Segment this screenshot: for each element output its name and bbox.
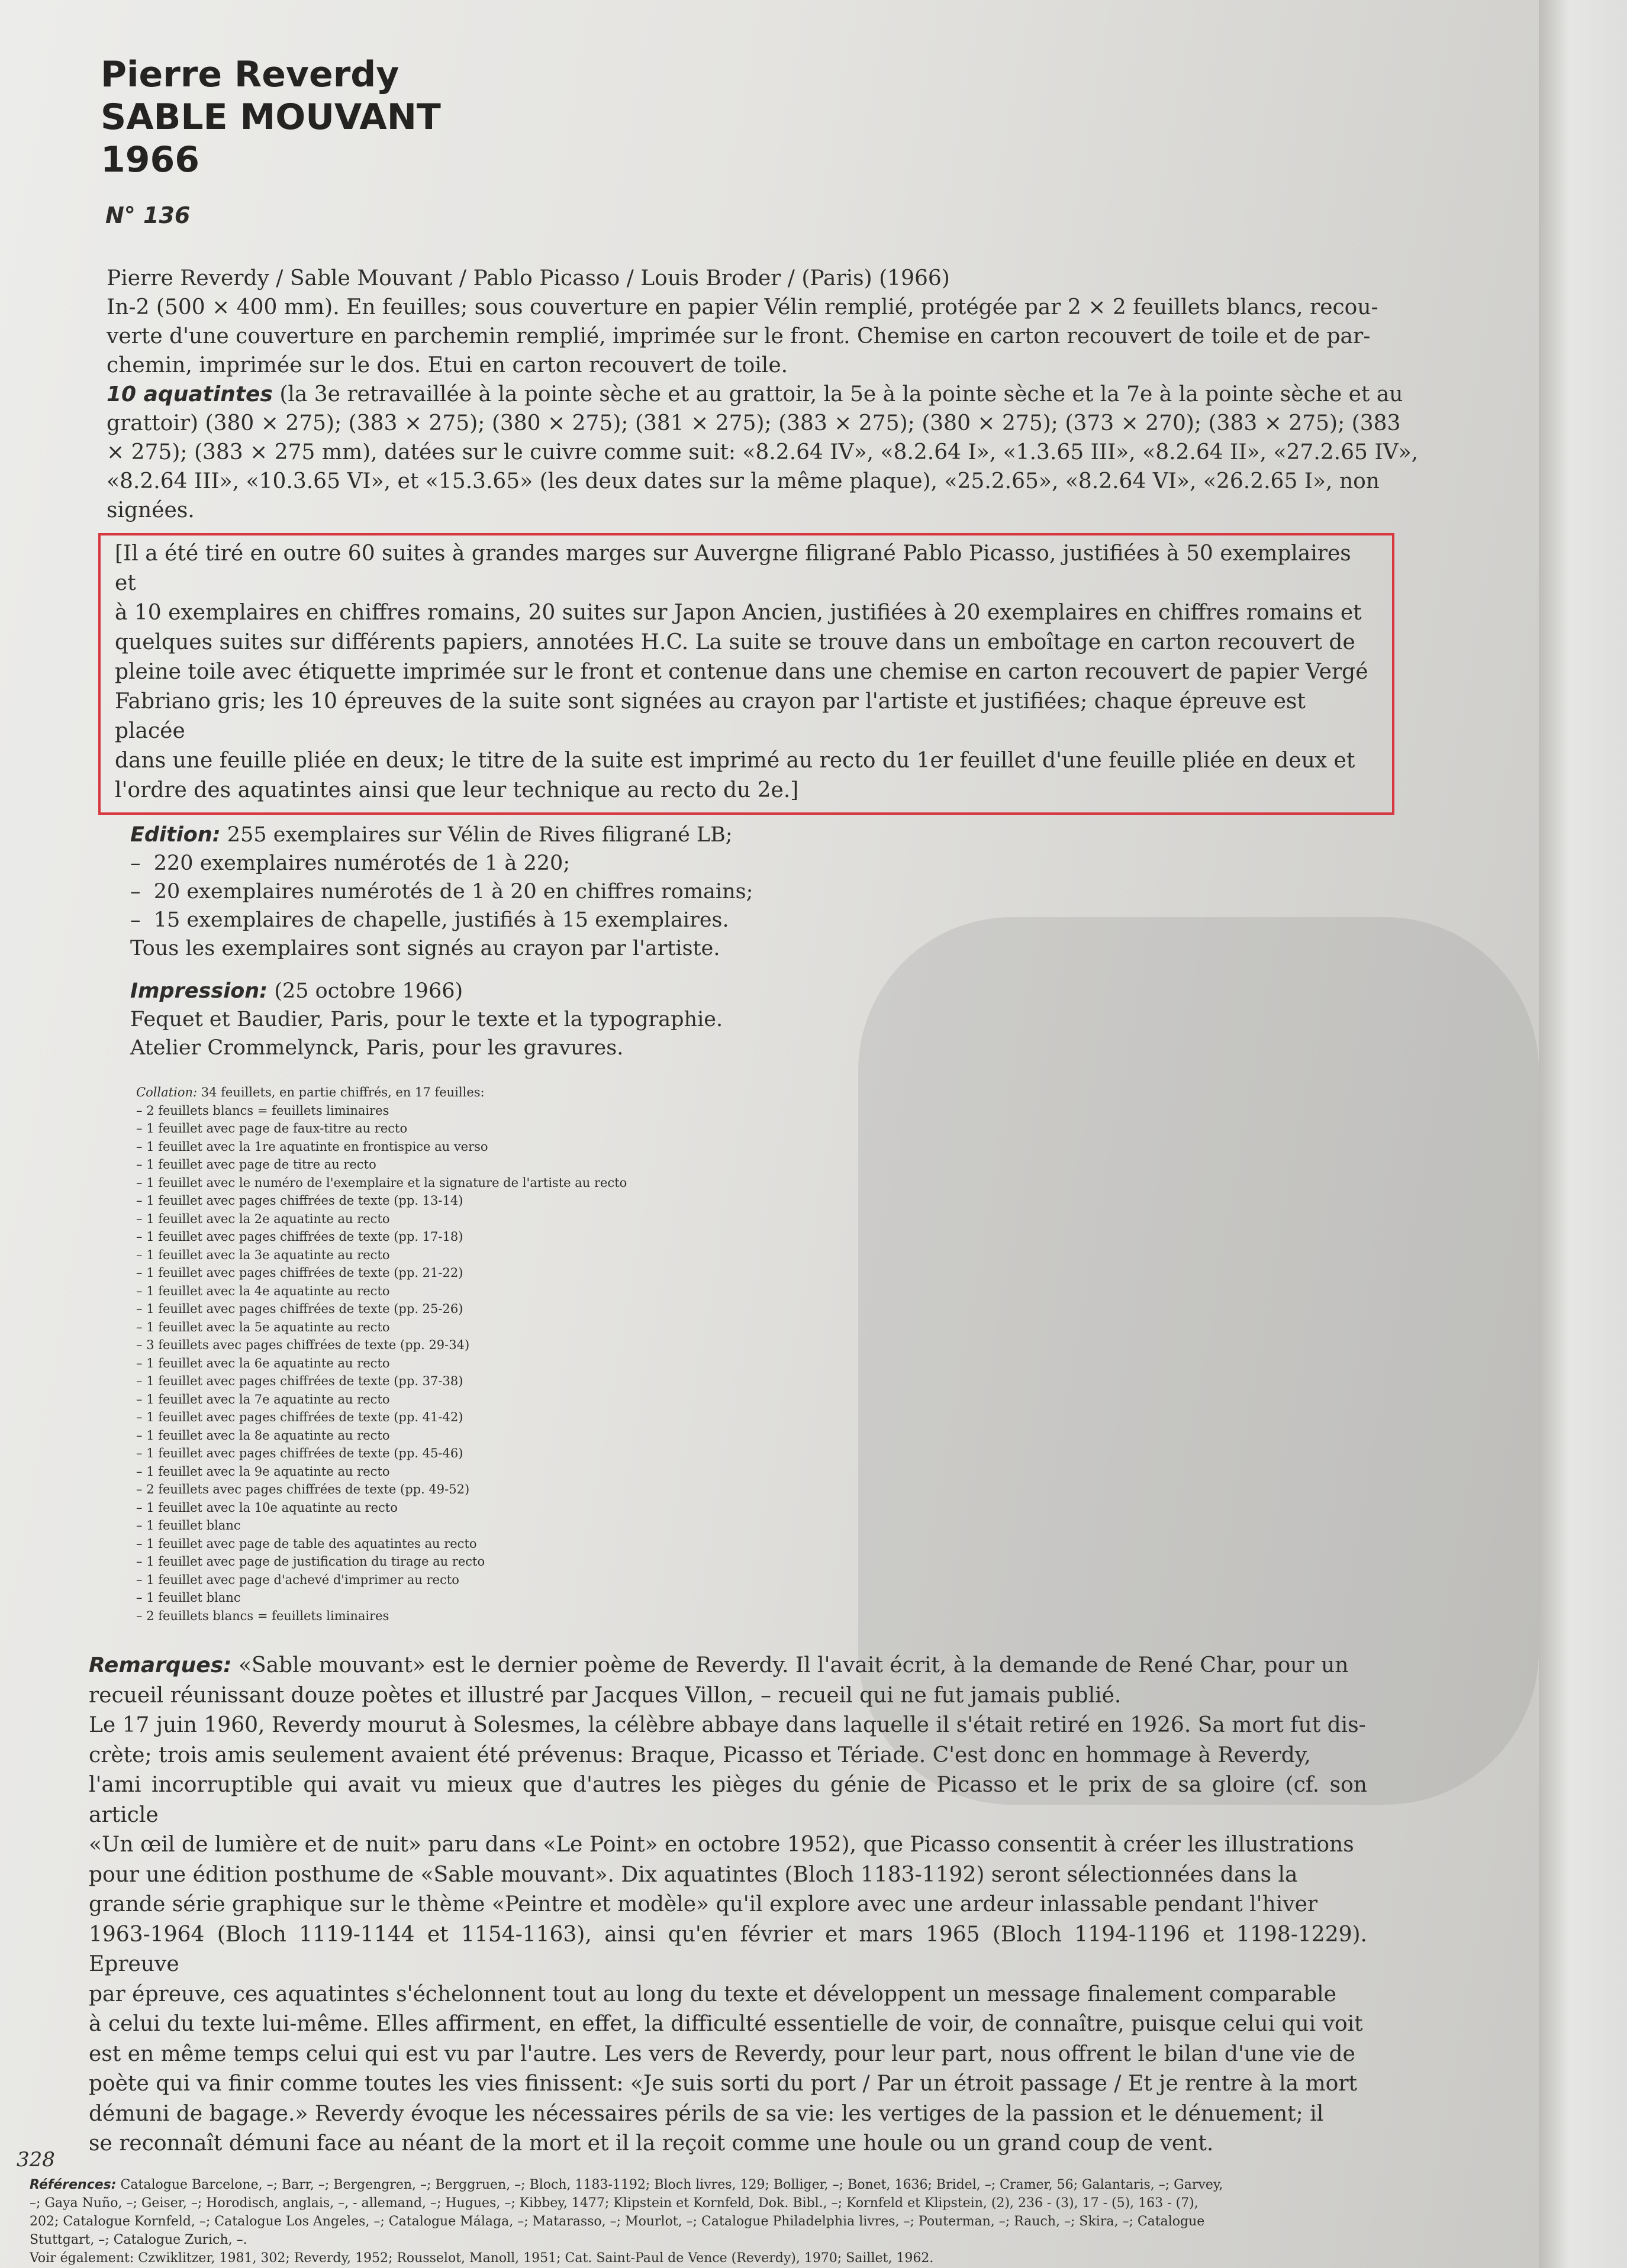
- remarques-body: [89, 1681, 1367, 2159]
- collation-intro-text: 34 feuillets, en partie chiffrés, en 17 feuilles:: [201, 1085, 485, 1099]
- edition-item: – 220 exemplaires numérotés de 1 à 220;: [130, 849, 1438, 877]
- edition-intro: [130, 821, 1438, 849]
- collation-section: [136, 1083, 1438, 1625]
- remarques-label: Remarques:: [89, 1653, 232, 1677]
- remarques-line: grande série graphique sur le thème «Peintre et modèle» qu'il explore avec une ardeur inlassable pendant l'hiver: [89, 1892, 1318, 1917]
- impression-line: Atelier Crommelynck, Paris, pour les gravures.: [130, 1036, 624, 1060]
- collation-item: – 1 feuillet avec la 4e aquatinte au recto: [136, 1282, 1438, 1301]
- collation-item: – 1 feuillet avec pages chiffrées de texte (pp. 45-46): [136, 1444, 1438, 1463]
- collation-item: – 1 feuillet avec page d'achevé d'imprimer au recto: [136, 1571, 1438, 1589]
- collation-item: – 1 feuillet avec la 5e aquatinte au recto: [136, 1318, 1438, 1337]
- catalogue-number: N° 136: [105, 202, 191, 228]
- impression-intro: [130, 977, 1438, 1005]
- highlighted-line: l'ordre des aquatintes ainsi que leur technique au recto du 2e.]: [115, 778, 799, 802]
- collation-item: – 1 feuillet avec la 6e aquatinte au recto: [136, 1354, 1438, 1373]
- aquatintes-line: grattoir) (380 × 275); (383 × 275); (380 × 275); (381 × 275); (383 × 275); (380 × 275); (373 × 270); (383 × 275); (383: [107, 411, 1401, 435]
- aquatintes-label: 10 aquatintes: [107, 382, 273, 407]
- references-body: [30, 2194, 1314, 2267]
- collation-item: – 1 feuillet avec la 9e aquatinte au recto: [136, 1463, 1438, 1481]
- author-name: Pierre Reverdy: [101, 54, 399, 95]
- collation-item: – 1 feuillet avec page de justification du tirage au recto: [136, 1553, 1438, 1571]
- references-line: [30, 2176, 1314, 2194]
- highlighted-line: à 10 exemplaires en chiffres romains, 20 suites sur Japon Ancien, justifiées à 20 exemplaires en chiffres romains et: [115, 601, 1362, 625]
- collation-item: – 1 feuillet avec la 8e aquatinte au recto: [136, 1427, 1438, 1445]
- collation-item: – 1 feuillet blanc: [136, 1517, 1438, 1535]
- edition-item: – 15 exemplaires de chapelle, justifiés à 15 exemplaires.: [130, 906, 1438, 934]
- edition-closing: Tous les exemplaires sont signés au crayon par l'artiste.: [130, 937, 720, 960]
- remarques-line: recueil réunissant douze poètes et illustré par Jacques Villon, – recueil qui ne fut jamais publié.: [89, 1683, 1122, 1708]
- impression-section: [130, 977, 1438, 1062]
- remarques-line: par épreuve, ces aquatintes s'échelonnent tout au long du texte et développent un message finalement comparable: [89, 1982, 1336, 2006]
- references-line: Stuttgart, –; Catalogue Zurich, –.: [30, 2232, 247, 2247]
- collation-item: – 1 feuillet avec pages chiffrées de texte (pp. 25-26): [136, 1300, 1438, 1318]
- impression-line: Fequet et Baudier, Paris, pour le texte et la typographie.: [130, 1008, 723, 1031]
- collation-item: – 1 feuillet avec la 1re aquatinte en frontispice au verso: [136, 1138, 1438, 1156]
- remarques-line: poète qui va finir comme toutes les vies finissent: «Je suis sorti du port / Par un étroit passage / Et je rentre à la mort: [89, 2072, 1358, 2096]
- collation-item: – 1 feuillet avec pages chiffrées de texte (pp. 17-18): [136, 1228, 1438, 1246]
- remarques-line: crète; trois amis seulement avaient été prévenus: Braque, Picasso et Tériade. C'est donc en hommage à Reverdy,: [89, 1743, 1311, 1767]
- impression-date: (25 octobre 1966): [274, 979, 463, 1003]
- highlighted-line: dans une feuille pliée en deux; le titre de la suite est imprimé au recto du 1er feuillet d'une feuille pliée en deux et: [115, 749, 1355, 773]
- remarques-line: «Un œil de lumière et de nuit» paru dans «Le Point» en octobre 1952), que Picasso consentit à créer les illustrations: [89, 1833, 1354, 1857]
- remarques-line: se reconnaît démuni face au néant de la mort et il la reçoit comme une houle ou un grand coup de vent.: [89, 2131, 1214, 2156]
- collation-item: – 1 feuillet avec pages chiffrées de texte (pp. 21-22): [136, 1264, 1438, 1282]
- remarques-text: «Sable mouvant» est le dernier poème de Reverdy. Il l'avait écrit, à la demande de René Char, pour un: [239, 1653, 1349, 1677]
- edition-intro-text: 255 exemplaires sur Vélin de Rives filigrané LB;: [227, 823, 733, 847]
- collation-item: – 1 feuillet avec pages chiffrées de texte (pp. 41-42): [136, 1408, 1438, 1427]
- aquatintes-text: (la 3e retravaillée à la pointe sèche et au grattoir, la 5e à la pointe sèche et la 7e à la pointe sèche et au: [279, 382, 1403, 407]
- references-line: Voir également: Czwiklitzer, 1981, 302; Reverdy, 1952; Rousselot, Manoll, 1951; Cat. Saint-Paul de Vence (Reverdy), 1970; Saillet, 1962.: [30, 2250, 934, 2266]
- remarques-line: l'ami incorruptible qui avait vu mieux que d'autres les pièges du génie de Picasso et le prix de sa gloire (cf. son article: [89, 1773, 1367, 1827]
- work-year: 1966: [101, 139, 199, 180]
- remarques-line: Le 17 juin 1960, Reverdy mourut à Solesmes, la célèbre abbaye dans laquelle il s'était retiré en 1926. Sa mort fut dis-: [89, 1713, 1366, 1737]
- references-text: Catalogue Barcelone, –; Barr, –; Bergengren, –; Berggruen, –; Bloch, 1183-1192; Bloch livres, 129; Bolliger, –; Bonet, 1636; Bridel, –; Cramer, 56; Galantaris, –; Garvey,: [120, 2177, 1223, 2192]
- work-title: SABLE MOUVANT: [101, 96, 441, 138]
- page-number: 328: [17, 2148, 55, 2172]
- description-line: Pierre Reverdy / Sable Mouvant / Pablo Picasso / Louis Broder / (Paris) (1966): [107, 266, 950, 291]
- title-block: [101, 53, 1438, 181]
- collation-item: – 1 feuillet avec la 10e aquatinte au recto: [136, 1499, 1438, 1517]
- collation-item: – 2 feuillets avec pages chiffrées de texte (pp. 49-52): [136, 1480, 1438, 1499]
- collation-item: – 1 feuillet avec la 3e aquatinte au recto: [136, 1246, 1438, 1264]
- collation-intro: [136, 1083, 1438, 1102]
- impression-label: Impression:: [130, 979, 268, 1003]
- edition-item: – 20 exemplaires numérotés de 1 à 20 en chiffres romains;: [130, 877, 1438, 906]
- collation-item: – 1 feuillet avec page de faux-titre au recto: [136, 1120, 1438, 1138]
- remarques-line: à celui du texte lui-même. Elles affirment, en effet, la difficulté essentielle de voir, de connaître, puisque celui qui voit: [89, 2012, 1363, 2036]
- description: [107, 264, 1438, 525]
- collation-item: – 1 feuillet avec le numéro de l'exemplaire et la signature de l'artiste au recto: [136, 1174, 1438, 1192]
- remarques-line: 1963-1964 (Bloch 1119-1144 et 1154-1163), ainsi qu'en février et mars 1965 (Bloch 1194-1196 et 1198-1229). Epreuve: [89, 1922, 1367, 1976]
- collation-item: – 1 feuillet blanc: [136, 1589, 1438, 1607]
- remarques-line: est en même temps celui qui est vu par l'autre. Les vers de Reverdy, pour leur part, nous offrent le bilan d'une vie de: [89, 2041, 1355, 2066]
- description-line: verte d'une couverture en parchemin remplié, imprimée sur le front. Chemise en carton recouvert de toile et de par-: [107, 324, 1371, 349]
- references-label: Références:: [30, 2177, 117, 2192]
- references-line: –; Gaya Nuño, –; Geiser, –; Horodisch, anglais, –, - allemand, –; Hugues, –; Kibbey, 1477; Klipstein et Kornfeld, Dok. Bibl., –; Kornfeld et Klipstein, (2), 236 - (3), 17 - (5), 163 - (7),: [30, 2195, 1198, 2211]
- aquatintes-line: signées.: [107, 498, 195, 522]
- remarques-line: [89, 1651, 1367, 1681]
- collation-item: – 1 feuillet avec la 2e aquatinte au recto: [136, 1210, 1438, 1228]
- references-section: [30, 2176, 1314, 2267]
- collation-label: Collation:: [136, 1085, 198, 1099]
- collation-item: – 3 feuillets avec pages chiffrées de texte (pp. 29-34): [136, 1336, 1438, 1354]
- collation-item: – 1 feuillet avec page de titre au recto: [136, 1156, 1438, 1174]
- edition-label: Edition:: [130, 823, 221, 847]
- collation-list: [136, 1102, 1438, 1625]
- highlighted-paragraph: [98, 533, 1394, 815]
- highlighted-line: pleine toile avec étiquette imprimée sur le front et contenue dans une chemise en carton recouvert de papier Vergé: [115, 660, 1368, 684]
- references-line: 202; Catalogue Kornfeld, –; Catalogue Los Angeles, –; Catalogue Málaga, –; Matarasso, –; Mourlot, –; Catalogue Philadelphia livres, –; Pouterman, –; Rauch, –; Skira, –; Catalogue: [30, 2214, 1205, 2229]
- remarques-line: pour une édition posthume de «Sable mouvant». Dix aquatintes (Bloch 1183-1192) seront sélectionnées dans la: [89, 1862, 1298, 1887]
- edition-section: [130, 821, 1438, 963]
- highlighted-line: [Il a été tiré en outre 60 suites à grandes marges sur Auvergne filigrané Pablo Picasso, justifiées à 50 exemplaires et: [115, 541, 1351, 595]
- next-page-edge: [1539, 0, 1627, 2268]
- collation-item: – 1 feuillet avec pages chiffrées de texte (pp. 13-14): [136, 1192, 1438, 1210]
- highlighted-line: quelques suites sur différents papiers, annotées H.C. La suite se trouve dans un emboîtage en carton recouvert de: [115, 630, 1355, 654]
- description-line: chemin, imprimée sur le dos. Etui en carton recouvert de toile.: [107, 353, 788, 378]
- aquatintes-line: [107, 380, 1438, 409]
- collation-item: – 1 feuillet avec la 7e aquatinte au recto: [136, 1391, 1438, 1409]
- collation-item: – 1 feuillet avec page de table des aquatintes au recto: [136, 1535, 1438, 1553]
- description-line: In-2 (500 × 400 mm). En feuilles; sous couverture en papier Vélin remplié, protégée par 2 × 2 feuillets blancs, recou-: [107, 295, 1378, 320]
- collation-item: – 1 feuillet avec pages chiffrées de texte (pp. 37-38): [136, 1372, 1438, 1391]
- aquatintes-line: × 275); (383 × 275 mm), datées sur le cuivre comme suit: «8.2.64 IV», «8.2.64 I», «1.3.65 III», «8.2.64 II», «27.2.65 IV»,: [107, 440, 1419, 464]
- highlighted-line: Fabriano gris; les 10 épreuves de la suite sont signées au crayon par l'artiste et justifiées; chaque épreuve est placée: [115, 689, 1306, 743]
- remarques-section: [89, 1651, 1367, 2159]
- collation-item: – 2 feuillets blancs = feuillets liminaires: [136, 1607, 1438, 1625]
- remarques-line: démuni de bagage.» Reverdy évoque les nécessaires périls de sa vie: les vertiges de la passion et le dénuement; il: [89, 2101, 1324, 2126]
- collation-item: – 2 feuillets blancs = feuillets liminaires: [136, 1102, 1438, 1120]
- aquatintes-line: «8.2.64 III», «10.3.65 VI», et «15.3.65» (les deux dates sur la même plaque), «25.2.65», «8.2.64 VI», «26.2.65 I», non: [107, 469, 1380, 493]
